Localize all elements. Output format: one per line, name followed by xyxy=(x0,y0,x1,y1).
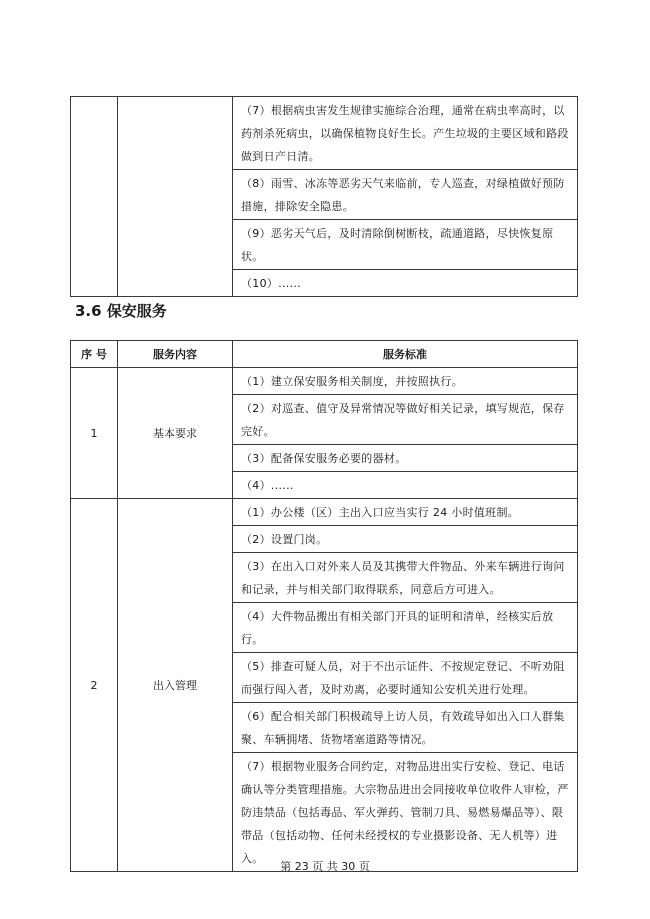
standard-cell: （3）在出入口对外来人员及其携带大件物品、外来车辆进行询问和记录，并与相关部门取得联系，同意后方可进入。 xyxy=(233,553,578,603)
num-cell xyxy=(71,97,118,297)
table-row xyxy=(71,368,578,395)
table-row xyxy=(71,499,578,526)
standard-cell: （5）排查可疑人员，对于不出示证件、不按规定登记、不听劝阻而强行闯入者，及时劝离，必要时通知公安机关进行处理。 xyxy=(233,653,578,703)
page-footer: 第 23 页 共 30 页 xyxy=(280,860,370,873)
standard-cell: （10）...... xyxy=(233,270,578,297)
table-header-row xyxy=(71,341,578,368)
header-content: 服务内容 xyxy=(118,341,233,368)
content-cell: 基本要求 xyxy=(118,368,233,499)
table-row xyxy=(71,97,578,170)
content-cell xyxy=(118,97,233,297)
num-cell: 2 xyxy=(71,499,118,872)
standard-cell: （7）根据病虫害发生规律实施综合治理，通常在病虫率高时，以药剂杀死病虫，以确保植物良好生长。产生垃圾的主要区域和路段做到日产日清。 xyxy=(233,97,578,170)
security-service-table xyxy=(70,340,578,872)
standard-cell: （3）配备保安服务必要的器材。 xyxy=(233,445,578,472)
content-cell: 出入管理 xyxy=(118,499,233,872)
num-cell: 1 xyxy=(71,368,118,499)
standard-cell: （9）恶劣天气后，及时清除倒树断枝，疏通道路，尽快恢复原状。 xyxy=(233,220,578,270)
standard-cell: （6）配合相关部门积极疏导上访人员，有效疏导如出入口人群集聚、车辆拥堵、货物堵塞道路等情况。 xyxy=(233,703,578,753)
standard-cell: （4）大件物品搬出有相关部门开具的证明和清单，经核实后放行。 xyxy=(233,603,578,653)
standard-cell: （1）建立保安服务相关制度，并按照执行。 xyxy=(233,368,578,395)
standard-cell: （7）根据物业服务合同约定，对物品进出实行安检、登记、电话确认等分类管理措施。大宗物品进出会同接收单位收件人审检，严防违禁品（包括毒品、军火弹药、管制刀具、易燃易爆品等）、限带品（包括动物、任何未经授权的专业摄影设备、无人机等）进入。 xyxy=(233,753,578,872)
header-num: 序 号 xyxy=(71,341,118,368)
continued-table xyxy=(70,96,578,297)
standard-cell: （8）雨雪、冰冻等恶劣天气来临前，专人巡查，对绿植做好预防措施，排除安全隐患。 xyxy=(233,170,578,220)
standard-cell: （4）...... xyxy=(233,472,578,499)
standard-cell: （2）对巡查、值守及异常情况等做好相关记录，填写规范，保存完好。 xyxy=(233,395,578,445)
section-heading: 3.6 保安服务 xyxy=(75,302,167,320)
header-standard: 服务标准 xyxy=(233,341,578,368)
standard-cell: （2）设置门岗。 xyxy=(233,526,578,553)
standard-cell: （1）办公楼（区）主出入口应当实行 24 小时值班制。 xyxy=(233,499,578,526)
